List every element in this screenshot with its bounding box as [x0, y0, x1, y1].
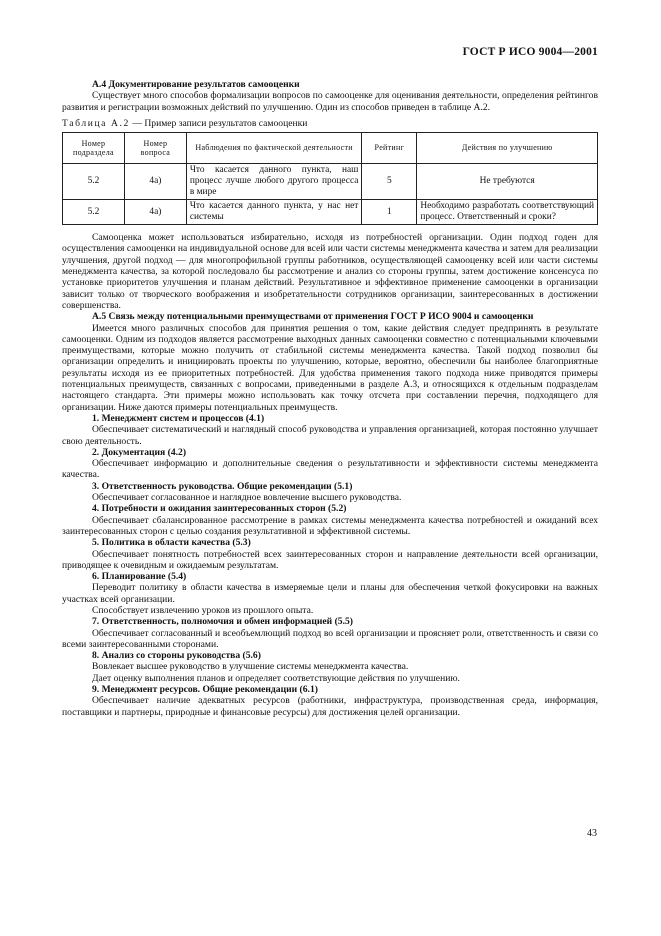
page-content — [62, 79, 598, 718]
benefit-item-title: 5. Политика в области качества (5.3) — [92, 537, 251, 549]
table-row — [63, 200, 598, 225]
table-cell: 4а) — [124, 200, 186, 225]
table-caption-prefix: Таблица А.2 — [62, 117, 130, 129]
section-a4-paragraph: Существует много способов формализации вопросов по самооценке для оценивания деятельности, определения рейтингов развития и регистрации возможных действий по улучшению. Один из способов приведен в таблице А.2. — [62, 90, 598, 113]
standard-header: ГОСТ Р ИСО 9004—2001 — [462, 46, 598, 58]
table-caption-text: — Пример записи результатов самооценки — [129, 117, 308, 129]
benefit-item-title: 2. Документация (4.2) — [92, 446, 187, 458]
table-header-row — [63, 133, 598, 164]
benefit-item-text: Способствует извлечению уроков из прошлого опыта. — [92, 604, 314, 616]
table-cell: 5.2 — [63, 200, 125, 225]
benefit-item-text: Обеспечивает информацию и дополнительные сведения о результативности и эффективности системы менеджмента качества. — [62, 458, 598, 481]
section-a4-heading: А.4 Документирование результатов самооценки — [92, 79, 300, 90]
benefit-item-title: 7. Ответственность, полномочия и обмен информацией (5.5) — [92, 616, 353, 628]
benefit-item-text: Обеспечивает понятность потребностей всех заинтересованных сторон и направление деятельности всей организации, приводящее к очевидным и ожидаемым результатам. — [62, 548, 598, 571]
benefit-item-text: Обеспечивает согласованное и наглядное вовлечение высшего руководства. — [92, 492, 402, 504]
table-cell: Не требуются — [417, 164, 598, 200]
table-cell: Что касается данного пункта, наш процесс лучше любого другого процесса в мире — [186, 164, 362, 200]
benefit-item-text: Обеспечивает систематический и наглядный способ руководства и управления организацией, которая постоянно улучшает свою деятельность. — [62, 424, 598, 447]
benefit-item-text: Обеспечивает наличие адекватных ресурсов (работники, инфраструктура, производственная среда, информация, поставщики и партнеры, природные и финансовые ресурсы) для достижения целей организации. — [62, 695, 598, 718]
table-cell: Необходимо разработать соответствующий процесс. Ответственный и сроки? — [417, 200, 598, 225]
table-cell: 5 — [362, 164, 417, 200]
page-number: 43 — [587, 828, 597, 839]
table-header-cell: Рейтинг — [362, 133, 417, 164]
benefit-item-text: Вовлекает высшее руководство в улучшение системы менеджмента качества. — [92, 661, 409, 673]
table-caption — [62, 118, 598, 129]
table-row — [63, 164, 598, 200]
benefit-item-title: 4. Потребности и ожидания заинтересованных сторон (5.2) — [92, 503, 347, 515]
section-a5-paragraph: Имеется много различных способов для принятия решения о том, какие действия следует предпринять в результате самооценки. Одним из подходов является рассмотрение выходных данных самооценки совместно с потенциальными ключевыми преимуществами, которые можно получить от стабильной системы менеджмента качества. Такой подход позволил бы организации определить и инициировать проекты по улучшению, которые, вероятно, обеспечили бы наиболее благоприятные результаты исходя из ее приоритетных потребностей. Для удобства применения такого подхода ниже приводятся примеры потенциальных преимуществ, связанных с вопросами, приведенными в разделе А.3, и относящихся к отдельным подразделам настоящего стандарта. Эти примеры можно использовать как точку отсчета при составлении перечня, подходящего для организации. Ниже даются примеры потенциальных преимуществ. — [62, 322, 598, 413]
self-assessment-paragraph: Самооценка может использоваться избирательно, исходя из потребностей организации. Один подход годен для осуществления самооценки на индивидуальной основе для всей или части системы менеджмента качества и затем для реализации улучшения, другой подход — для многопрофильной группы работников, осуществляющей самооценку всей или части системы менеджмента качества, за которой последовало бы рассмотрение и анализ со стороны группы, затем достижение консенсуса по установке приоритетов улучшения и планам действий. Результативное и эффективное применение самооценки в организации зависит только от творческого воображения и изобретательности сотрудников организации, заинтересованных в достижении совершенства. — [62, 232, 598, 311]
table-header-cell: Наблюдения по фактической деятельности — [186, 133, 362, 164]
table-cell: 5.2 — [63, 164, 125, 200]
benefit-item-text: Обеспечивает согласованный и всеобъемлющий подход во всей организации и проясняет роли, ответственность и связи со всеми заинтересованными сторонами. — [62, 627, 598, 650]
table-header-cell: Номер вопроса — [124, 133, 186, 164]
benefit-item-text: Дает оценку выполнения планов и определяет соответствующие действия по улучшению. — [92, 672, 460, 684]
benefit-item-title: 8. Анализ со стороны руководства (5.6) — [92, 650, 261, 662]
benefit-item-title: 6. Планирование (5.4) — [92, 571, 187, 583]
benefit-item-title: 9. Менеджмент ресурсов. Общие рекомендации (6.1) — [92, 684, 318, 696]
benefit-item-title: 3. Ответственность руководства. Общие рекомендации (5.1) — [92, 480, 353, 492]
self-assessment-table — [62, 132, 598, 225]
section-a5-heading: А.5 Связь между потенциальными преимуществами от применения ГОСТ Р ИСО 9004 и самооценки — [92, 311, 534, 323]
table-cell: 1 — [362, 200, 417, 225]
table-header-cell: Номер подраздела — [63, 133, 125, 164]
benefit-list — [62, 413, 598, 718]
table-cell: Что касается данного пункта, у нас нет системы — [186, 200, 362, 225]
benefit-item-text: Переводит политику в области качества в измеряемые цели и планы для обеспечения четкой фокусировки на важных участках всей организации. — [62, 582, 598, 605]
table-cell: 4а) — [124, 164, 186, 200]
table-header-cell: Действия по улучшению — [417, 133, 598, 164]
benefit-item-title: 1. Менеджмент систем и процессов (4.1) — [92, 412, 265, 424]
benefit-item-text: Обеспечивает сбалансированное рассмотрение в рамках системы менеджмента качества потребностей и ожиданий всех заинтересованных сторон с целью создания результативной и эффективной системы. — [62, 514, 598, 537]
